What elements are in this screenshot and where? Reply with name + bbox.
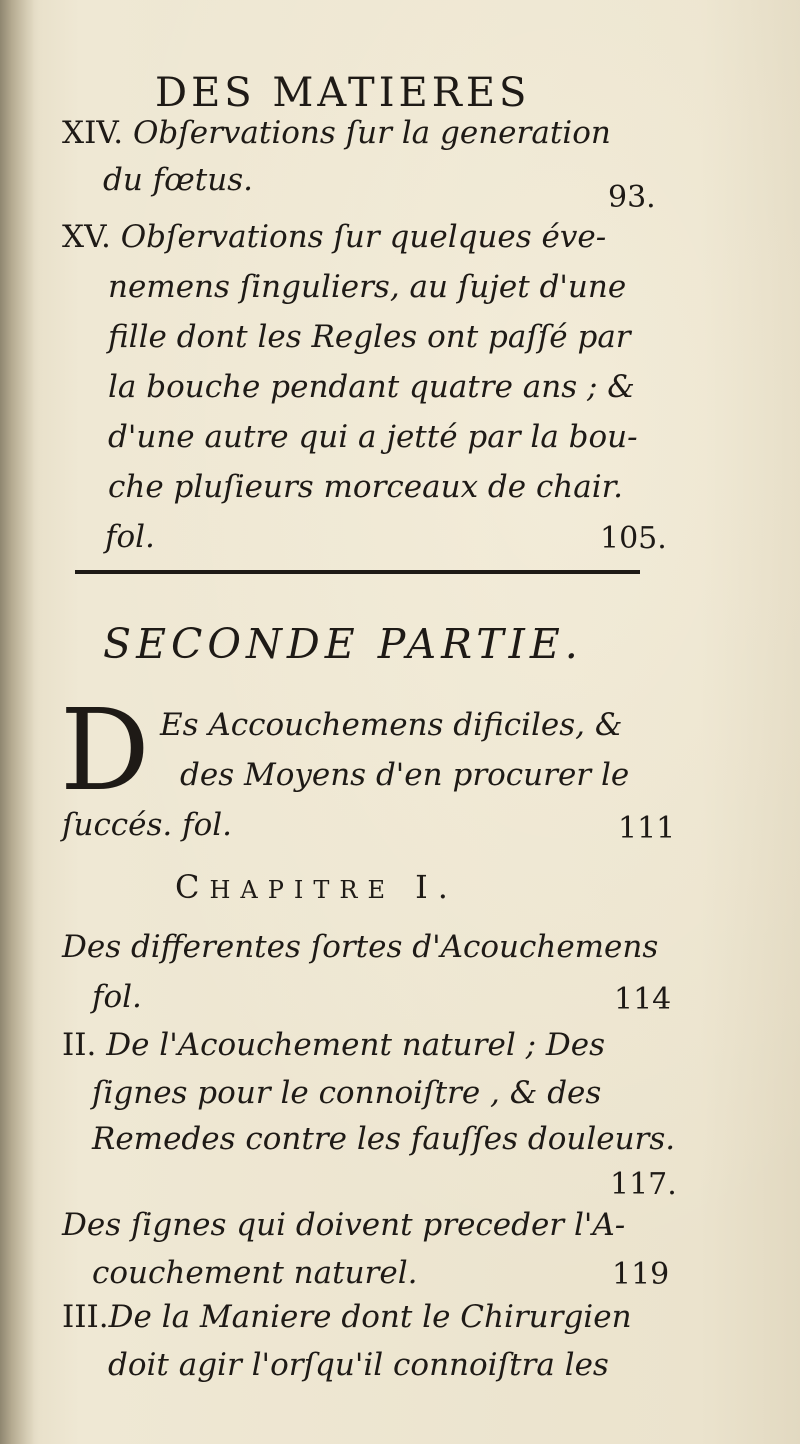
entry-ii-page: 117.: [610, 1167, 677, 1202]
entry-xiv-line2: du fœtus.: [103, 162, 253, 198]
running-head: DES MATIERES: [155, 70, 531, 116]
entry-xiv-numeral: XIV.: [62, 115, 124, 151]
part-intro-page: 111: [618, 811, 676, 846]
entry-signes-page: 119: [612, 1257, 670, 1292]
entry-ii-line3: Remedes contre les fauſſes douleurs.: [92, 1121, 676, 1157]
entry-iii-numeral: III.: [62, 1299, 109, 1335]
section-divider-rule: [75, 570, 640, 574]
entry-ch1-page: 114: [614, 982, 672, 1017]
entry-xv-line2: nemens ſinguliers, au ſujet d'une: [108, 269, 627, 305]
entry-xiv-text: Obſervations ſur la generation: [133, 115, 611, 151]
part-intro-line2: des Moyens d'en procurer le: [180, 757, 630, 793]
page-spine-shadow: [0, 0, 34, 1444]
chapter-heading-word: HAPITRE: [209, 876, 395, 904]
entry-signes-line1: Des ſignes qui doivent preceder l'A-: [62, 1207, 626, 1243]
entry-xv-line1: [62, 219, 607, 255]
entry-xv-line6: che pluſieurs morceaux de chair.: [108, 469, 623, 505]
entry-ii-numeral: II.: [62, 1027, 97, 1063]
entry-xv-line7: fol.: [105, 519, 155, 555]
entry-xiv-line1: [62, 115, 611, 151]
entry-iii-text: De la Maniere dont le Chirurgien: [108, 1299, 632, 1335]
entry-ii-text: De l'Acouchement naturel ; Des: [106, 1027, 605, 1063]
entry-ii-line2: ſignes pour le connoiſtre , & des: [92, 1075, 602, 1111]
part-title: SECONDE PARTIE.: [103, 620, 583, 668]
entry-xv-line4: la bouche pendant quatre ans ; &: [108, 369, 635, 405]
drop-cap: D: [60, 686, 150, 816]
entry-xv-line5: d'une autre qui a jetté par la bou-: [108, 419, 638, 455]
part-intro-line1: Es Accouchemens dificiles, &: [160, 707, 623, 743]
chapter-heading-initial: C: [175, 868, 210, 906]
part-intro-line3: ſuccés. fol.: [62, 807, 233, 843]
chapter-heading: [175, 868, 458, 906]
entry-ii-line1: [62, 1027, 605, 1063]
entry-iii-line1: [62, 1299, 632, 1335]
chapter-heading-number: I.: [415, 868, 458, 906]
entry-ch1-line2: fol.: [92, 979, 142, 1015]
entry-xiv-page: 93.: [608, 180, 656, 215]
entry-iii-line2: doit agir l'orſqu'il connoiſtra les: [108, 1347, 609, 1383]
entry-xv-line3: fille dont les Regles ont paſſé par: [108, 319, 631, 355]
entry-signes-line2: couchement naturel.: [92, 1255, 418, 1291]
entry-xv-numeral: XV.: [62, 219, 111, 255]
entry-ch1-line1: Des differentes ſortes d'Acouchemens: [62, 929, 659, 965]
entry-xv-page: 105.: [600, 521, 667, 556]
entry-xv-text: Obſervations ſur quelques éve-: [120, 219, 607, 255]
